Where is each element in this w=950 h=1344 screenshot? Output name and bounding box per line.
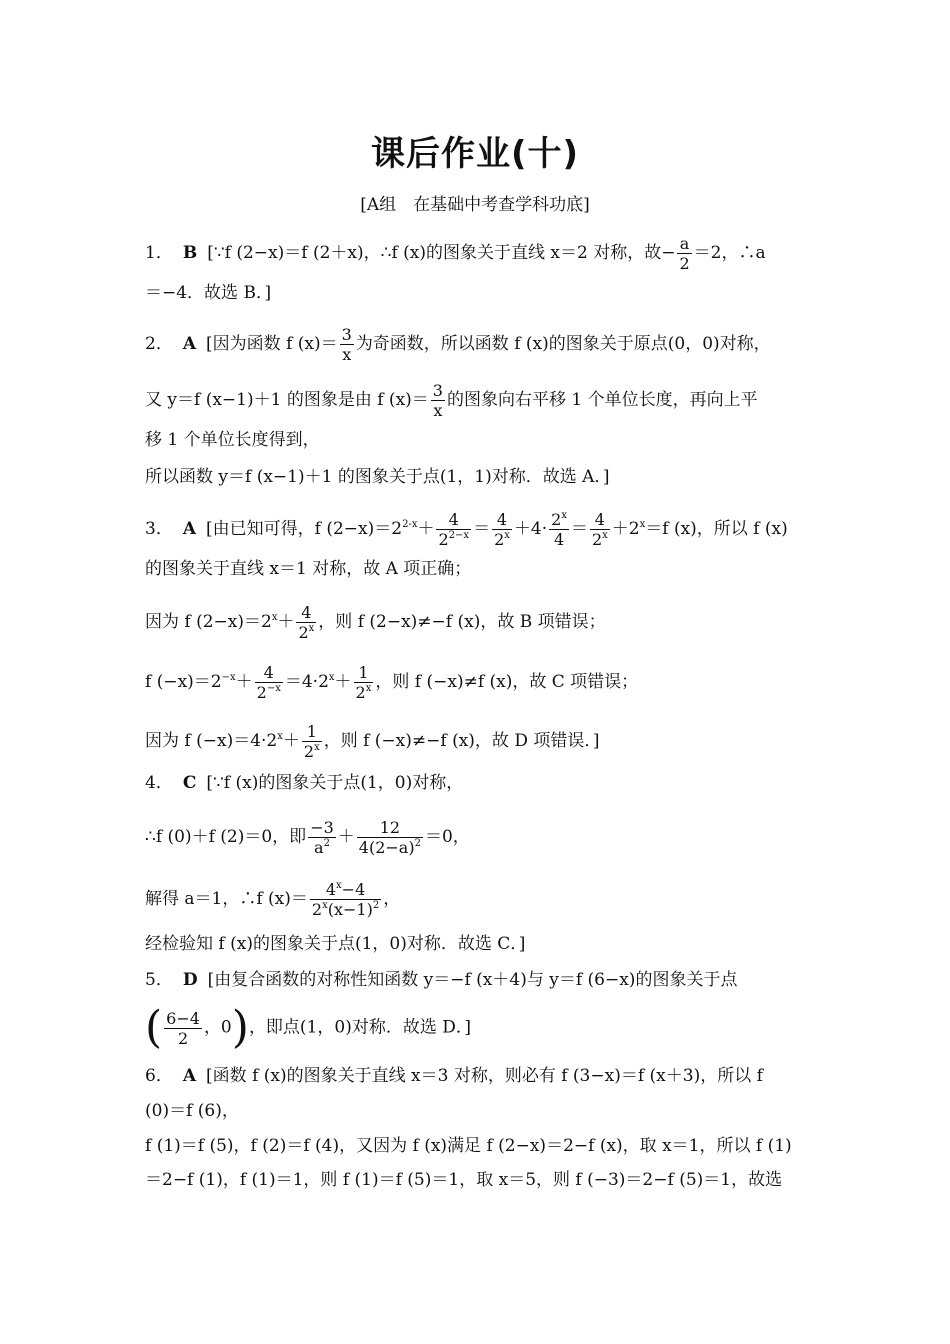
q1-text-b: ＝2，∴a — [693, 243, 766, 263]
q6-number: 6． — [145, 1066, 173, 1086]
q3-text-a: [由已知可得，f (2−x)＝2 — [206, 519, 403, 539]
q4-number: 4． — [145, 773, 173, 793]
q3-f3-base: 2 — [551, 510, 562, 529]
q3-l4-f1-exp: −x — [266, 683, 281, 694]
q2-fraction — [340, 325, 354, 364]
q4-f1-exp: 2 — [323, 838, 330, 849]
q2-fraction-2 — [431, 381, 445, 420]
q4-line-2: ∴f (0)＋f (2)＝0，即 $\frac{-3}{a^2}$ ＋ $\frac{12}{4(2-a)^2}$ ＝0， — [145, 818, 470, 857]
q6-line-2: (0)＝f (6)， — [145, 1101, 239, 1121]
q3-f4-num: 4 — [590, 510, 610, 530]
q4-f3-den-base: 2 — [311, 900, 323, 919]
q3-l5-frac-den — [302, 742, 322, 761]
q3-l5-frac — [302, 722, 322, 761]
q4-f1-num: −3 — [310, 818, 334, 837]
q3-l3-frac — [296, 603, 316, 642]
q3-l4-f2-num: 1 — [354, 663, 374, 683]
q3-l4-f1-num: 4 — [255, 663, 283, 683]
q3-f1-exp: 2−x — [448, 530, 470, 541]
page-title: 课后作业(十) — [370, 134, 580, 174]
q5-frac-num: 6−4 — [166, 1008, 200, 1028]
q3-tail: ＋2 — [611, 519, 640, 539]
q3-f3-den: 4 — [553, 530, 565, 549]
q3-f4-exp: x — [602, 530, 608, 541]
q4-f3-num-exp: x — [336, 880, 342, 891]
q1-text-a: [∵f (2−x)＝f (2＋x)，∴f (x)的图象关于直线 x＝2 对称，故− — [207, 243, 676, 263]
q3-line-3: 因为 f $(2-x)=2^x+$ $\frac{4}{2^x}$ ，则 f (2−x)≠−f (x)，故 B 项错误； — [145, 603, 606, 642]
q4-l3-text-b: ， — [383, 889, 401, 909]
q4-line-3 — [145, 880, 815, 919]
q2-line-2 — [145, 381, 815, 420]
q5-text: [由复合函数的对称性知函数 y＝−f (x＋4)与 y＝f (6−x)的图象关于点 — [207, 970, 738, 990]
q4-l3-text-a: 解得 a＝1，∴f (x)＝ — [145, 889, 308, 909]
q3-f2-exp: x — [504, 530, 510, 541]
q3-l3-frac-base: 2 — [298, 623, 309, 642]
q2-l2-text-a: 又 y＝f (x−1)＋1 的图象是由 f (x)＝ — [145, 390, 429, 410]
q2-line-1 — [145, 325, 815, 364]
q3-line-4: f $(-x)=2^{-x}+$ $\frac{4}{2^{-x}}$ $=4\cdot 2^x+$ $\frac{1}{2^x}$ ，则 f (−x)≠f (x)，故 C 项错误； — [145, 663, 639, 702]
q3-l5-frac-exp: x — [314, 742, 320, 753]
left-paren: ( — [145, 1002, 163, 1053]
q6-line-3: f (1)＝f (5)，f (2)＝f (4)，又因为 f (x)满足 f (2−x)＝2−f (x)，取 x＝1，所以 f (1) — [145, 1136, 792, 1156]
q3-f4-base: 2 — [591, 530, 603, 549]
q3-l4-frac-2 — [354, 663, 374, 702]
q3-f1-num: 4 — [436, 510, 471, 530]
q4-frac-3 — [310, 880, 381, 919]
q4-f2-base: 4(2−a) — [358, 838, 415, 857]
q4-f3-num — [310, 880, 381, 900]
q3-l4-exp: −x — [221, 672, 236, 683]
q2-frac2-den: x — [433, 401, 443, 420]
q4-frac-2 — [357, 818, 423, 857]
q6-line-4: ＝2−f (1)，f (1)＝1，则 f (1)＝f (5)＝1，取 x＝5，则 f (−3)＝2−f (5)＝1，故选 — [145, 1170, 783, 1190]
q3-l3-frac-exp: x — [308, 623, 315, 634]
q4-f3-den-exp: x — [322, 900, 328, 911]
q3-l5-frac-num: 1 — [302, 722, 322, 742]
q3-l3-exp: x — [271, 612, 278, 623]
q3-l5-text-b: ，则 f (−x)≠−f (x)，故 D 项错误．] — [323, 731, 600, 751]
q6-text: [函数 f (x)的图象关于直线 x＝3 对称，则必有 f (3−x)＝f (x＋3)，所以 f — [206, 1066, 763, 1086]
q3-f2-base: 2 — [494, 530, 505, 549]
q2-line-4: 所以函数 y＝f (x−1)＋1 的图象关于点(1，1)对称．故选 A．] — [145, 467, 610, 487]
q4-f1-base: a — [314, 838, 324, 857]
q4-f3-den-tail: (x−1) — [327, 900, 373, 919]
q3-f4-den — [590, 530, 610, 549]
q3-l4-mid-exp: x — [328, 672, 335, 683]
q4-line-4: 经检验知 f (x)的图象关于点(1，0)对称．故选 C．] — [145, 934, 526, 954]
q3-l4-f1-den — [255, 683, 283, 702]
q5-l2-text-a: ，0 — [203, 1017, 232, 1038]
q3-f1-den — [436, 530, 471, 549]
q6-answer: A — [182, 1066, 197, 1086]
q3-l4-text-b: ，则 f (−x)≠f (x)，故 C 项错误； — [375, 672, 639, 692]
q3-frac-3 — [549, 510, 569, 549]
q3-l3-text-a: 因为 f (2−x)＝2 — [145, 612, 272, 632]
q2-frac2-num: 3 — [432, 381, 443, 400]
q2-frac-den: x — [342, 345, 352, 364]
q3-exp: 2-x — [402, 519, 418, 530]
q5-frac-den: 2 — [177, 1028, 189, 1048]
q3-l4-f2-den — [354, 683, 374, 702]
q2-text-b: 为奇函数，所以函数 f (x)的图象关于原点(0，0)对称， — [355, 334, 771, 354]
q3-l3-frac-den — [296, 623, 316, 642]
q3-f3-exp: x — [561, 510, 567, 521]
q3-line-1: 3． A [由已知可得，f $(2-x)=2^{2-x}+$ $\frac{4}{2^{2-x}}$ ＝ $\frac{4}{2^x}$ ＋4· $\frac{2^x}{4}$ ＝ $\frac{4}{2^x}$ $+2^x=f$ (x)，所以 f (x) — [145, 510, 788, 549]
q4-f2-exp: 2 — [414, 838, 421, 849]
q3-line-2: 的图象关于直线 x＝1 对称，故 A 项正确； — [145, 559, 472, 579]
q1-number: 1． — [145, 243, 173, 263]
q4-f3-num-base: 4 — [325, 880, 337, 899]
q3-f1-base: 2 — [438, 530, 449, 549]
q2-frac-num: 3 — [341, 325, 352, 344]
q4-f3-den — [310, 900, 381, 919]
q3-l4-mid: ＝4·2 — [284, 672, 329, 692]
q4-line-1 — [145, 771, 815, 795]
q2-number: 2． — [145, 334, 173, 354]
q5-l2-text-b: ，即点(1，0)对称．故选 D．] — [248, 1017, 471, 1038]
q2-text-a: [因为函数 f (x)＝ — [206, 334, 338, 354]
q1-frac-num: a — [677, 234, 691, 254]
q4-f3-den-tail-exp: 2 — [372, 900, 380, 911]
q4-l2-text-b: ＝0， — [424, 827, 470, 847]
q5-line-2 — [145, 1002, 815, 1053]
q3-number: 3． — [145, 519, 173, 539]
q4-text: [∵f (x)的图象关于点(1，0)对称， — [206, 773, 464, 793]
q3-l4-text-a: f (−x)＝2 — [145, 672, 222, 692]
q3-frac-1 — [436, 510, 471, 549]
q4-answer: C — [182, 773, 197, 793]
q4-f2-num: 12 — [357, 818, 423, 838]
q1-frac-den: 2 — [679, 254, 690, 273]
q3-f2-num: 4 — [492, 510, 512, 530]
q3-frac-2 — [492, 510, 512, 549]
section-subtitle: [A组 在基础中考查学科功底] — [360, 195, 590, 215]
q3-f2-den — [492, 530, 512, 549]
q4-f3-num-tail: −4 — [341, 880, 366, 899]
q1-fraction — [677, 234, 691, 273]
q5-answer: D — [182, 970, 198, 990]
q1-line-1 — [145, 234, 815, 273]
q3-tail-exp: x — [639, 519, 646, 530]
q5-number: 5． — [145, 970, 173, 990]
q2-l2-text-b: 的图象向右平移 1 个单位长度，再向上平 — [446, 390, 758, 410]
q1-line-2: ＝−4．故选 B．] — [145, 283, 272, 303]
q5-line-1 — [145, 968, 815, 992]
q3-frac-4 — [590, 510, 610, 549]
right-paren: ) — [231, 1002, 249, 1053]
q3-l3-frac-num: 4 — [296, 603, 316, 623]
q4-l2-text-a: ∴f (0)＋f (2)＝0，即 — [145, 827, 307, 847]
q2-line-3: 移 1 个单位长度得到， — [145, 430, 320, 450]
q3-text-b: ＝f (x)，所以 f (x) — [645, 519, 788, 539]
q2-answer: A — [182, 334, 197, 354]
q4-frac-1 — [308, 818, 336, 857]
q6-line-1 — [145, 1064, 815, 1088]
q3-l5-exp: x — [277, 731, 283, 742]
q3-f3-num — [549, 510, 569, 530]
q4-f2-den — [357, 838, 423, 857]
q3-l4-f2-exp: x — [365, 683, 372, 694]
q1-answer: B — [182, 243, 198, 263]
q3-mid: ＋4· — [513, 519, 548, 539]
q3-l3-text-b: ，则 f (2−x)≠−f (x)，故 B 项错误； — [318, 612, 606, 632]
q3-l5-frac-base: 2 — [303, 742, 315, 761]
q3-l4-f1-base: 2 — [256, 683, 267, 702]
q3-answer: A — [182, 519, 197, 539]
q3-l4-frac-1 — [255, 663, 283, 702]
q3-l4-f2-base: 2 — [355, 683, 366, 702]
q3-line-5: 因为 f $(-x)=4\cdot 2^x+$ $\frac{1}{2^x}$ ，则 f (−x)≠−f (x)，故 D 项错误．] — [145, 722, 600, 761]
q3-l5-text-a: 因为 f (−x)＝4·2 — [145, 731, 278, 751]
q4-f1-den — [308, 838, 336, 857]
q5-fraction — [164, 1009, 202, 1048]
